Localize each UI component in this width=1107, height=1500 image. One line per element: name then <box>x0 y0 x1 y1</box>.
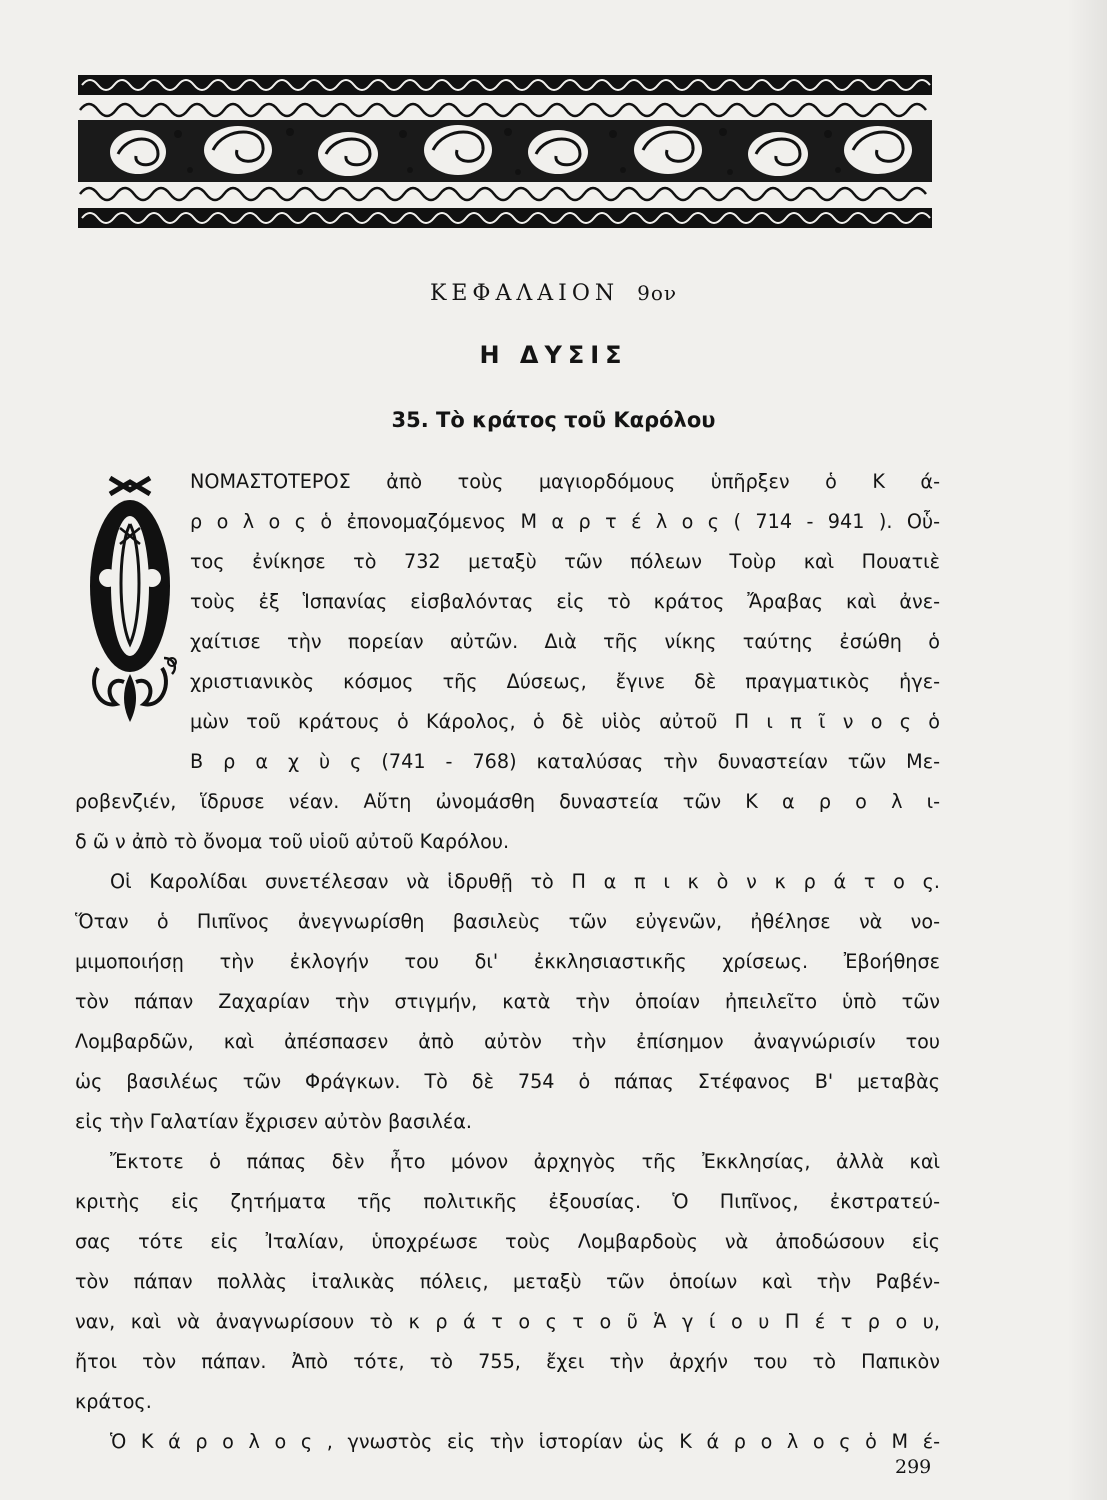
chapter-number: 9ον <box>637 281 678 305</box>
body-line: ροβενζιέν, ἵδρυσε νέαν. Αὕτη ὠνομάσθη δυναστεία τῶν Κ α ρ ο λ ι- <box>75 790 940 813</box>
header-ornament <box>78 72 932 232</box>
body-line: Λομβαρδῶν, καὶ ἀπέσπασεν ἀπὸ αὐτὸν τὴν ἐπίσημον ἀναγνώρισίν του <box>75 1030 940 1053</box>
body-line: μιμοποιήσῃ τὴν ἐκλογήν του δι' ἐκκλησιαστικῆς χρίσεως. Ἐβοήθησε <box>75 950 940 973</box>
body-line: χαίτισε τὴν πορείαν αὐτῶν. Διὰ τῆς νίκης ταύτης ἐσώθη ὁ <box>190 630 940 653</box>
body-line: Ὁ Κ ά ρ ο λ ο ς , γνωστὸς εἰς τὴν ἱστορίαν ὡς Κ ά ρ ο λ ο ς ὁ Μ έ- <box>110 1430 940 1453</box>
body-line: ὡς βασιλέως τῶν Φράγκων. Τὸ δὲ 754 ὁ πάπας Στέφανος Β' μεταβὰς <box>75 1070 940 1093</box>
body-line: εἰς τὴν Γαλατίαν ἔχρισεν αὐτὸν βασιλέα. <box>75 1110 472 1133</box>
page-number: 299 <box>895 1456 932 1478</box>
body-line: δ ῶ ν ἀπὸ τὸ ὄνομα τοῦ υἱοῦ αὐτοῦ Καρόλου. <box>75 830 510 853</box>
drop-cap-letter <box>90 478 176 722</box>
body-line: ἤτοι τὸν πάπαν. Ἀπὸ τότε, τὸ 755, ἔχει τὴν ἀρχήν του τὸ Παπικὸν <box>75 1350 940 1373</box>
body-line: τὸν πάπαν Ζαχαρίαν τὴν στιγμήν, κατὰ τὴν ὁποίαν ἠπειλεῖτο ὑπὸ τῶν <box>75 990 940 1013</box>
body-line: σας τότε εἰς Ἰταλίαν, ὑποχρέωσε τοὺς Λομβαρδοὺς νὰ ἀποδώσουν εἰς <box>75 1230 940 1253</box>
page-edge-shadow <box>1067 0 1107 1500</box>
body-line: μὼν τοῦ κράτους ὁ Κάρολος, ὁ δὲ υἱὸς αὐτοῦ Π ι π ῖ ν ο ς ὁ <box>190 710 940 733</box>
body-line: Οἱ Καρολίδαι συνετέλεσαν νὰ ἱδρυθῇ τὸ Π α π ι κ ὸ ν κ ρ ά τ ο ς. <box>110 870 940 893</box>
chapter-label: ΚΕΦΑΛΑΙΟΝ <box>429 281 620 306</box>
body-line: τὸν πάπαν πολλὰς ἰταλικὰς πόλεις, μεταξὺ τῶν ὁποίων καὶ τὴν Ραβέν- <box>75 1270 940 1293</box>
body-line: κράτος. <box>75 1390 152 1413</box>
body-line: τοὺς ἐξ Ἱσπανίας εἰσβαλόντας εἰς τὸ κράτος Ἄραβας καὶ ἀνε- <box>190 590 940 613</box>
body-line: Β ρ α χ ὺ ς (741 - 768) καταλύσας τὴν δυναστείαν τῶν Με- <box>190 750 940 773</box>
body-line: χριστιανικὸς κόσμος τῆς Δύσεως, ἔγινε δὲ πραγματικὸς ἡγε- <box>190 670 940 693</box>
body-line: ΝΟΜΑΣΤΟΤΕΡΟΣ ἀπὸ τοὺς μαγιορδόμους ὑπῆρξεν ὁ Κ ά- <box>190 470 940 493</box>
body-line: Ἔκτοτε ὁ πάπας δὲν ἦτο μόνον ἀρχηγὸς τῆς Ἐκκλησίας, ἀλλὰ καὶ <box>110 1150 940 1173</box>
section-title: 35. Τὸ κράτος τοῦ Καρόλου <box>391 408 716 432</box>
body-line: Ὅταν ὁ Πιπῖνος ἀνεγνωρίσθη βασιλεὺς τῶν εὐγενῶν, ἠθέλησε νὰ νο- <box>75 910 940 933</box>
body-line: κριτὴς εἰς ζητήματα τῆς πολιτικῆς ἐξουσίας. Ὁ Πιπῖνος, ἐκστρατεύ- <box>75 1190 940 1213</box>
chapter-title: Η ΔΥΣΙΣ <box>479 341 628 369</box>
body-line: τος ἐνίκησε τὸ 732 μεταξὺ τῶν πόλεων Τοὺρ καὶ Πουατιὲ <box>190 550 940 573</box>
body-line: ναν, καὶ νὰ ἀναγνωρίσουν τὸ κ ρ ά τ ο ς τ ο ῦ Ἁ γ ί ο υ Π έ τ ρ ο υ, <box>75 1310 940 1333</box>
chapter-heading <box>0 281 1107 306</box>
drop-cap <box>88 468 180 726</box>
body-line: ρ ο λ ο ς ὁ ἐπονομαζόμενος Μ α ρ τ έ λ ο ς ( 714 - 941 ). Οὗ- <box>190 510 940 533</box>
